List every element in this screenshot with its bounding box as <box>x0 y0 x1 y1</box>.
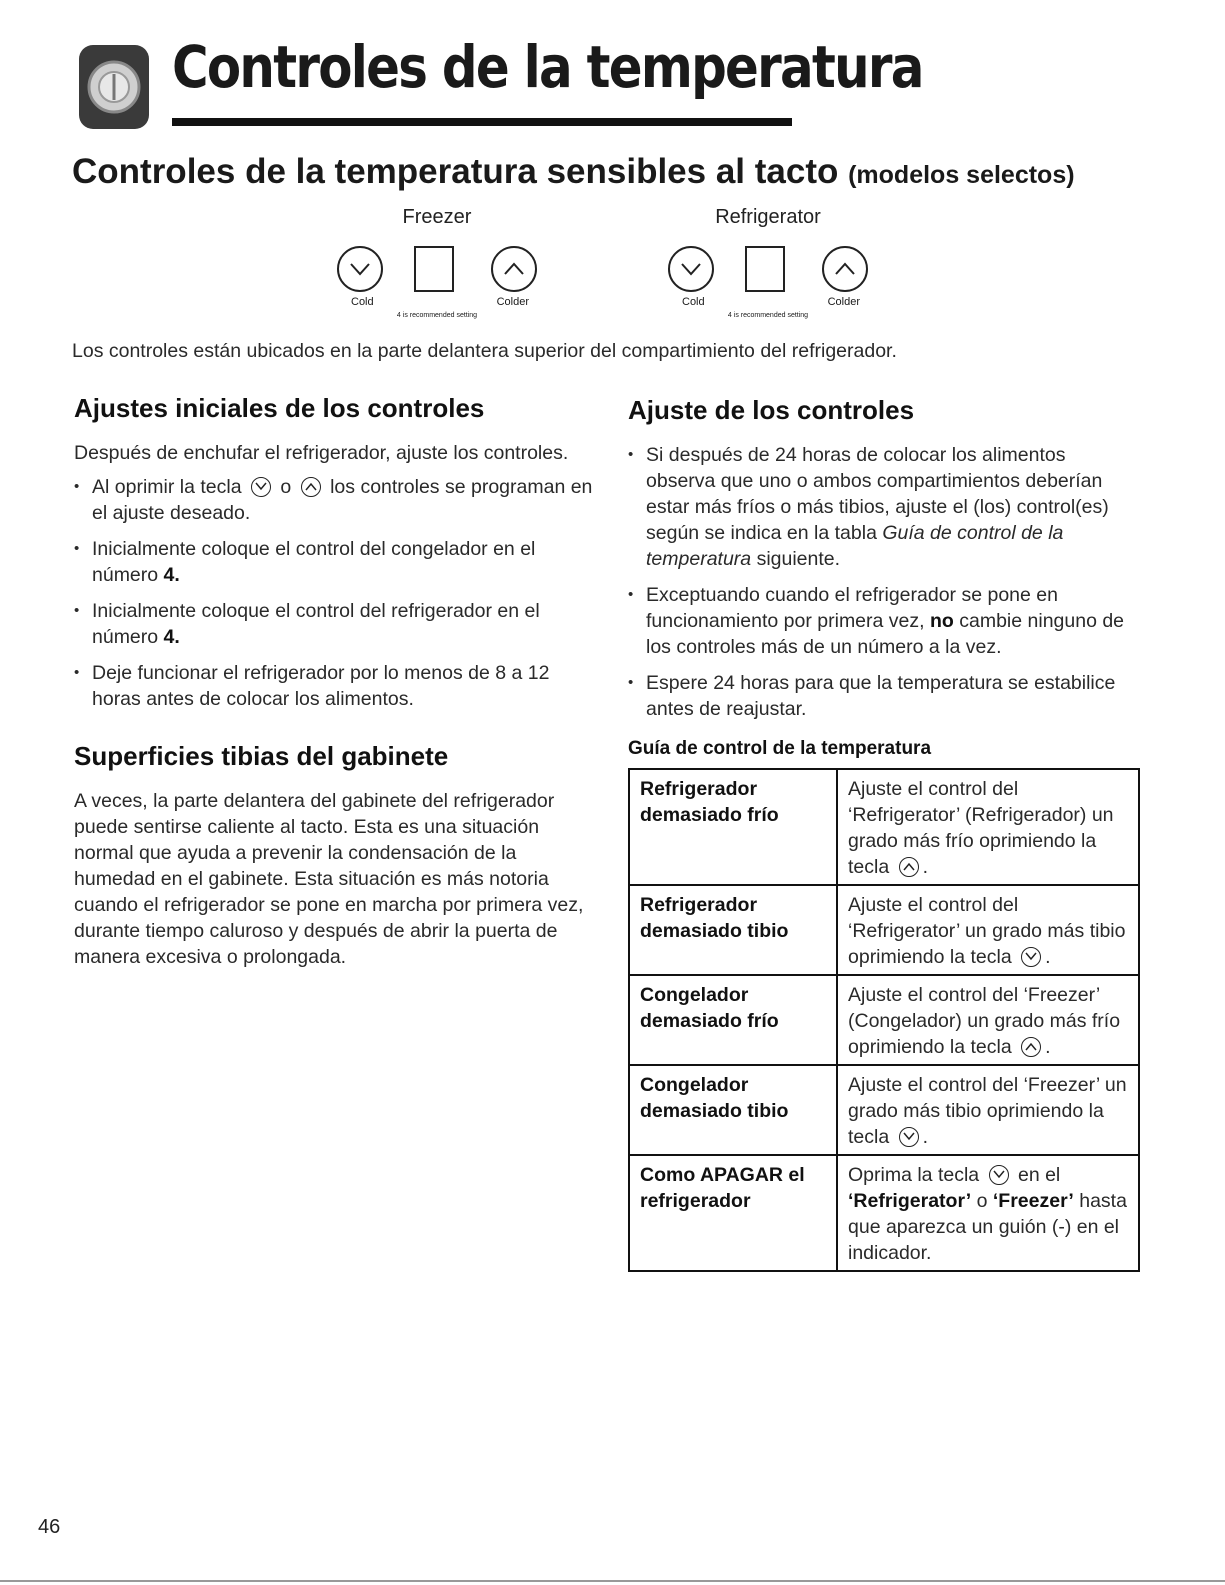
intro-text: Los controles están ubicados en la parte delantera superior del compartimiento del refrigerador. <box>72 340 897 362</box>
page-title: Controles de la temperatura <box>172 33 923 101</box>
table-cell-action: Ajuste el control del ‘Freezer’ un grado más tibio oprimiendo la tecla . <box>837 1065 1139 1155</box>
table-title: Guía de control de la temperatura <box>628 738 932 759</box>
chevron-up-icon <box>503 262 525 276</box>
down-key-icon <box>989 1165 1009 1185</box>
bullet-list <box>628 442 1140 722</box>
chevron-up-icon <box>834 262 856 276</box>
cold-label: Cold <box>351 296 374 308</box>
section-title: Controles de la temperatura sensibles al tacto (modelos selectos) <box>72 152 1075 191</box>
up-key-icon <box>1021 1037 1041 1057</box>
list-item: • Deje funcionar el refrigerador por lo menos de 8 a 12 horas antes de colocar los alimentos. <box>74 660 594 712</box>
table-row <box>629 975 1139 1065</box>
table-cell-action: Ajuste el control del ‘Refrigerator’ un grado más tibio oprimiendo la tecla . <box>837 885 1139 975</box>
table-cell-action: Ajuste el control del ‘Freezer’ (Congelador) un grado más frío oprimiendo la tecla . <box>837 975 1139 1065</box>
paragraph: A veces, la parte delantera del gabinete del refrigerador puede sentirse caliente al tacto. Esta es una situación normal que ayuda a prevenir la condensación de la humedad en el gabinete. Esta situación es más notoria cuando el refrigerador se pone en marcha por primera vez, durante tiempo caluroso y después de abrir la puerta de manera excesiva o prolongada. <box>74 790 584 968</box>
table-row <box>629 1065 1139 1155</box>
heading-adjusting-controls: Ajuste de los controles <box>628 395 915 425</box>
recommended-note: 4 is recommended setting <box>727 312 809 319</box>
setting-display <box>414 246 454 292</box>
bullet-list <box>74 474 594 712</box>
table-cell-condition: Congelador demasiado tibio <box>629 1065 837 1155</box>
freezer-control-panel <box>337 206 537 326</box>
down-key-icon <box>251 477 271 497</box>
list-item: • Exceptuando cuando el refrigerador se pone en funcionamiento por primera vez, no cambie ninguno de los controles más de un número a la vez. <box>628 582 1140 660</box>
list-item: • Espere 24 horas para que la temperatura se estabilice antes de reajustar. <box>628 670 1140 722</box>
page-number: 46 <box>38 1516 61 1538</box>
table-cell-action: Oprima la tecla en el ‘Refrigerator’ o ‘Freezer’ hasta que aparezca un guión (-) en el indicador. <box>837 1155 1139 1271</box>
title-underline <box>172 118 792 126</box>
down-key-icon <box>1021 947 1041 967</box>
list-item: • Inicialmente coloque el control del congelador en el número 4. <box>74 536 594 588</box>
table-cell-condition: Como APAGAR el refrigerador <box>629 1155 837 1271</box>
chevron-down-icon <box>680 262 702 276</box>
colder-label: Colder <box>827 296 860 308</box>
table-cell-condition: Congelador demasiado frío <box>629 975 837 1065</box>
temperature-guide-table <box>628 768 1140 1272</box>
cold-label: Cold <box>682 296 705 308</box>
table-cell-condition: Refrigerador demasiado tibio <box>629 885 837 975</box>
panel-label: Refrigerator <box>715 206 821 228</box>
refrigerator-control-panel <box>668 206 868 326</box>
left-column <box>74 392 594 978</box>
right-column <box>628 394 1140 1272</box>
list-item: • Inicialmente coloque el control del refrigerador en el número 4. <box>74 598 594 650</box>
up-key-icon <box>301 477 321 497</box>
recommended-note: 4 is recommended setting <box>396 312 478 319</box>
up-key-icon <box>899 857 919 877</box>
list-item: • Al oprimir la tecla o los controles se programan en el ajuste deseado. <box>74 474 594 526</box>
panel-label: Freezer <box>402 206 472 228</box>
heading-initial-settings: Ajustes iniciales de los controles <box>74 393 485 423</box>
table-row <box>629 885 1139 975</box>
temperature-dial-icon <box>78 44 150 130</box>
chevron-down-icon <box>349 262 371 276</box>
table-row <box>629 769 1139 885</box>
table-row <box>629 1155 1139 1271</box>
heading-warm-surfaces: Superficies tibias del gabinete <box>74 741 449 771</box>
table-cell-condition: Refrigerador demasiado frío <box>629 769 837 885</box>
paragraph: Después de enchufar el refrigerador, ajuste los controles. <box>74 442 569 464</box>
bottom-divider <box>0 1580 1225 1582</box>
colder-up-button[interactable] <box>491 246 537 292</box>
down-key-icon <box>899 1127 919 1147</box>
colder-down-button[interactable] <box>337 246 383 292</box>
setting-display <box>745 246 785 292</box>
colder-label: Colder <box>496 296 529 308</box>
list-item: • Si después de 24 horas de colocar los alimentos observa que uno o ambos compartimientos deberían estar más fríos o más tibios, ajuste el (los) control(es) según se indica en la tabla Guía de control de la temperatura siguiente. <box>628 442 1140 572</box>
colder-up-button[interactable] <box>822 246 868 292</box>
table-cell-action: Ajuste el control del ‘Refrigerator’ (Refrigerador) un grado más frío oprimiendo la tecla . <box>837 769 1139 885</box>
colder-down-button[interactable] <box>668 246 714 292</box>
